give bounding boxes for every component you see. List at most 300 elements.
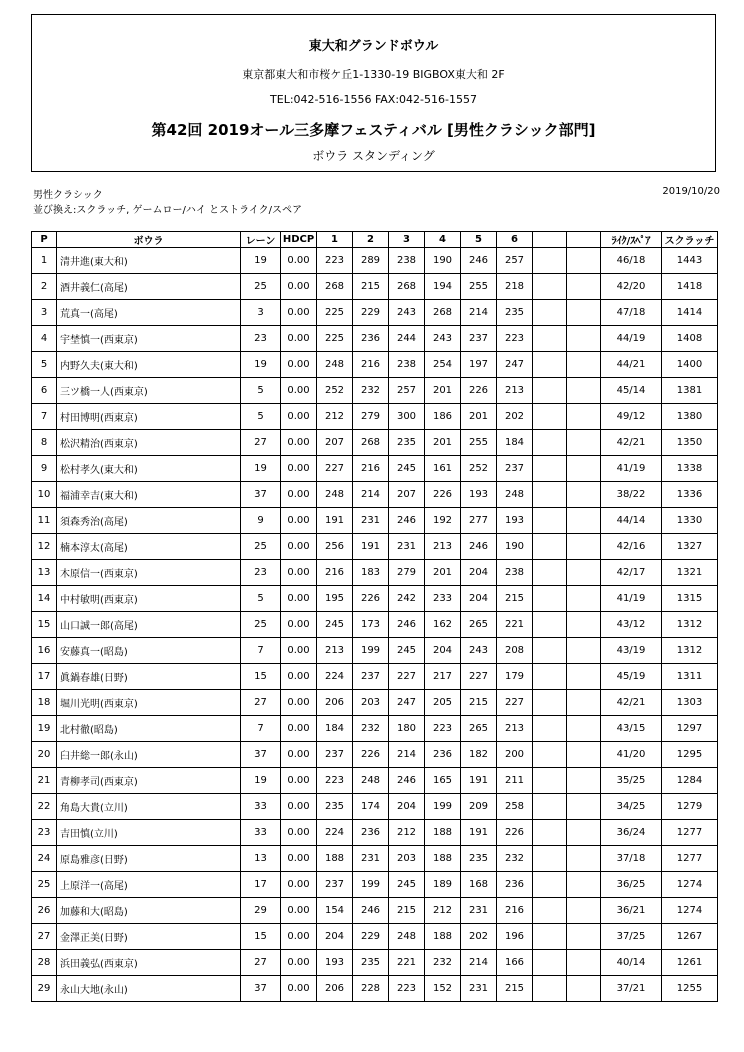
game-6-cell: 184 [497, 430, 533, 456]
hdcp-cell: 0.00 [281, 352, 317, 378]
report-date: 2019/10/20 [662, 186, 720, 197]
lane-cell: 5 [241, 404, 281, 430]
hdcp-cell: 0.00 [281, 898, 317, 924]
blank-cell [533, 326, 567, 352]
game-2-cell: 228 [353, 976, 389, 1002]
division-label: 男性クラシック [33, 190, 103, 201]
hdcp-cell: 0.00 [281, 586, 317, 612]
game-1-cell: 223 [317, 768, 353, 794]
hdcp-cell: 0.00 [281, 950, 317, 976]
strike-spare-cell: 42/21 [601, 690, 662, 716]
game-1-cell: 248 [317, 352, 353, 378]
game-6-cell: 190 [497, 534, 533, 560]
game-2-cell: 289 [353, 248, 389, 274]
game-3-cell: 246 [389, 612, 425, 638]
game-2-cell: 232 [353, 716, 389, 742]
scratch-total-cell: 1336 [662, 482, 718, 508]
strike-spare-cell: 41/20 [601, 742, 662, 768]
game-1-cell: 245 [317, 612, 353, 638]
lane-cell: 17 [241, 872, 281, 898]
game-1-cell: 184 [317, 716, 353, 742]
game-5-cell: 255 [461, 430, 497, 456]
rank-cell: 11 [32, 508, 57, 534]
game-3-cell: 300 [389, 404, 425, 430]
game-3-cell: 180 [389, 716, 425, 742]
blank-cell [533, 846, 567, 872]
game-4-cell: 226 [425, 482, 461, 508]
blank-cell [567, 820, 601, 846]
lane-cell: 29 [241, 898, 281, 924]
game-6-cell: 202 [497, 404, 533, 430]
game-5-cell: 227 [461, 664, 497, 690]
game-1-cell: 237 [317, 872, 353, 898]
game-6-cell: 215 [497, 586, 533, 612]
blank-cell [567, 612, 601, 638]
game-5-cell: 215 [461, 690, 497, 716]
game-3-cell: 245 [389, 638, 425, 664]
rank-cell: 8 [32, 430, 57, 456]
table-row [32, 404, 718, 430]
game-6-cell: 215 [497, 976, 533, 1002]
game-3-cell: 227 [389, 664, 425, 690]
blank-cell [567, 872, 601, 898]
lane-cell: 15 [241, 664, 281, 690]
bowler-name-cell: 角島大貴(立川) [57, 794, 241, 820]
scratch-total-cell: 1267 [662, 924, 718, 950]
game-4-cell: 165 [425, 768, 461, 794]
game-1-cell: 206 [317, 690, 353, 716]
hdcp-cell: 0.00 [281, 508, 317, 534]
table-row [32, 846, 718, 872]
table-row [32, 456, 718, 482]
strike-spare-cell: 36/21 [601, 898, 662, 924]
col-header: スクラッチ [662, 232, 718, 248]
game-1-cell: 225 [317, 326, 353, 352]
blank-cell [567, 404, 601, 430]
game-1-cell: 235 [317, 794, 353, 820]
table-row [32, 664, 718, 690]
hdcp-cell: 0.00 [281, 378, 317, 404]
table-row [32, 326, 718, 352]
blank-cell [533, 768, 567, 794]
venue-contact: TEL:042-516-1556 FAX:042-516-1557 [270, 93, 477, 106]
game-2-cell: 199 [353, 638, 389, 664]
game-6-cell: 213 [497, 716, 533, 742]
game-3-cell: 204 [389, 794, 425, 820]
game-2-cell: 236 [353, 820, 389, 846]
lane-cell: 19 [241, 248, 281, 274]
game-2-cell: 229 [353, 300, 389, 326]
rank-cell: 6 [32, 378, 57, 404]
rank-cell: 2 [32, 274, 57, 300]
blank-cell [533, 352, 567, 378]
lane-cell: 23 [241, 560, 281, 586]
blank-cell [567, 716, 601, 742]
game-4-cell: 192 [425, 508, 461, 534]
blank-cell [567, 326, 601, 352]
game-3-cell: 242 [389, 586, 425, 612]
game-4-cell: 194 [425, 274, 461, 300]
bowler-name-cell: 上原洋一(高尾) [57, 872, 241, 898]
rank-cell: 28 [32, 950, 57, 976]
lane-cell: 37 [241, 976, 281, 1002]
blank-cell [533, 898, 567, 924]
game-6-cell: 257 [497, 248, 533, 274]
blank-cell [533, 248, 567, 274]
hdcp-cell: 0.00 [281, 560, 317, 586]
game-5-cell: 231 [461, 898, 497, 924]
bowler-name-cell: 吉田慎(立川) [57, 820, 241, 846]
game-6-cell: 258 [497, 794, 533, 820]
lane-cell: 25 [241, 274, 281, 300]
blank-cell [567, 352, 601, 378]
game-3-cell: 279 [389, 560, 425, 586]
rank-cell: 13 [32, 560, 57, 586]
game-1-cell: 252 [317, 378, 353, 404]
lane-cell: 7 [241, 638, 281, 664]
game-1-cell: 248 [317, 482, 353, 508]
game-4-cell: 199 [425, 794, 461, 820]
game-3-cell: 245 [389, 456, 425, 482]
scratch-total-cell: 1418 [662, 274, 718, 300]
blank-cell [533, 378, 567, 404]
hdcp-cell: 0.00 [281, 794, 317, 820]
game-2-cell: 226 [353, 742, 389, 768]
hdcp-cell: 0.00 [281, 846, 317, 872]
blank-cell [533, 716, 567, 742]
col-header: 3 [389, 232, 425, 248]
bowler-name-cell: 酒井義仁(高尾) [57, 274, 241, 300]
strike-spare-cell: 42/21 [601, 430, 662, 456]
table-row [32, 508, 718, 534]
blank-cell [567, 794, 601, 820]
hdcp-cell: 0.00 [281, 534, 317, 560]
game-2-cell: 183 [353, 560, 389, 586]
table-row [32, 352, 718, 378]
game-6-cell: 213 [497, 378, 533, 404]
strike-spare-cell: 36/24 [601, 820, 662, 846]
venue-name: 東大和グランドボウル [308, 39, 439, 54]
game-3-cell: 214 [389, 742, 425, 768]
game-6-cell: 248 [497, 482, 533, 508]
strike-spare-cell: 42/16 [601, 534, 662, 560]
blank-cell [533, 924, 567, 950]
game-5-cell: 237 [461, 326, 497, 352]
strike-spare-cell: 37/25 [601, 924, 662, 950]
table-row [32, 820, 718, 846]
scratch-total-cell: 1274 [662, 898, 718, 924]
game-1-cell: 188 [317, 846, 353, 872]
table-row [32, 378, 718, 404]
game-1-cell: 154 [317, 898, 353, 924]
game-6-cell: 193 [497, 508, 533, 534]
strike-spare-cell: 46/18 [601, 248, 662, 274]
lane-cell: 27 [241, 430, 281, 456]
scratch-total-cell: 1338 [662, 456, 718, 482]
game-6-cell: 226 [497, 820, 533, 846]
game-2-cell: 231 [353, 508, 389, 534]
lane-cell: 27 [241, 690, 281, 716]
table-row [32, 560, 718, 586]
lane-cell: 9 [241, 508, 281, 534]
rank-cell: 18 [32, 690, 57, 716]
bowler-name-cell: 青柳孝司(西東京) [57, 768, 241, 794]
game-5-cell: 197 [461, 352, 497, 378]
game-2-cell: 174 [353, 794, 389, 820]
game-6-cell: 179 [497, 664, 533, 690]
table-header-row [32, 232, 718, 248]
table-row [32, 794, 718, 820]
blank-cell [567, 430, 601, 456]
blank-cell [567, 534, 601, 560]
game-1-cell: 212 [317, 404, 353, 430]
game-5-cell: 204 [461, 560, 497, 586]
scratch-total-cell: 1381 [662, 378, 718, 404]
game-4-cell: 243 [425, 326, 461, 352]
blank-cell [567, 690, 601, 716]
scratch-total-cell: 1255 [662, 976, 718, 1002]
rank-cell: 20 [32, 742, 57, 768]
game-5-cell: 255 [461, 274, 497, 300]
game-3-cell: 246 [389, 768, 425, 794]
lane-cell: 25 [241, 612, 281, 638]
strike-spare-cell: 45/19 [601, 664, 662, 690]
rank-cell: 25 [32, 872, 57, 898]
game-2-cell: 173 [353, 612, 389, 638]
lane-cell: 33 [241, 794, 281, 820]
scratch-total-cell: 1284 [662, 768, 718, 794]
scratch-total-cell: 1279 [662, 794, 718, 820]
game-2-cell: 226 [353, 586, 389, 612]
game-4-cell: 186 [425, 404, 461, 430]
game-5-cell: 191 [461, 768, 497, 794]
page-subtitle: ボウラ スタンディング [312, 149, 435, 163]
game-5-cell: 193 [461, 482, 497, 508]
game-3-cell: 235 [389, 430, 425, 456]
blank-cell [567, 248, 601, 274]
strike-spare-cell: 37/21 [601, 976, 662, 1002]
blank-cell [533, 690, 567, 716]
col-header: 2 [353, 232, 389, 248]
game-3-cell: 231 [389, 534, 425, 560]
table-row [32, 430, 718, 456]
game-1-cell: 224 [317, 820, 353, 846]
blank-cell [567, 482, 601, 508]
rank-cell: 16 [32, 638, 57, 664]
rank-cell: 17 [32, 664, 57, 690]
game-2-cell: 214 [353, 482, 389, 508]
game-6-cell: 237 [497, 456, 533, 482]
hdcp-cell: 0.00 [281, 872, 317, 898]
table-row [32, 586, 718, 612]
game-6-cell: 208 [497, 638, 533, 664]
rank-cell: 4 [32, 326, 57, 352]
blank-cell [533, 586, 567, 612]
table-row [32, 612, 718, 638]
scratch-total-cell: 1295 [662, 742, 718, 768]
game-1-cell: 227 [317, 456, 353, 482]
rank-cell: 27 [32, 924, 57, 950]
bowler-name-cell: 松沢精治(西東京) [57, 430, 241, 456]
scratch-total-cell: 1315 [662, 586, 718, 612]
game-1-cell: 193 [317, 950, 353, 976]
strike-spare-cell: 44/14 [601, 508, 662, 534]
bowler-name-cell: 山口誠一郎(高尾) [57, 612, 241, 638]
scratch-total-cell: 1330 [662, 508, 718, 534]
lane-cell: 15 [241, 924, 281, 950]
game-3-cell: 238 [389, 352, 425, 378]
scratch-total-cell: 1311 [662, 664, 718, 690]
rank-cell: 26 [32, 898, 57, 924]
blank-cell [533, 664, 567, 690]
blank-cell [567, 768, 601, 794]
lane-cell: 25 [241, 534, 281, 560]
bowler-name-cell: 金澤正美(日野) [57, 924, 241, 950]
rank-cell: 9 [32, 456, 57, 482]
game-2-cell: 215 [353, 274, 389, 300]
scratch-total-cell: 1277 [662, 820, 718, 846]
game-4-cell: 254 [425, 352, 461, 378]
bowler-name-cell: 松村孝久(東大和) [57, 456, 241, 482]
bowler-name-cell: 清井進(東大和) [57, 248, 241, 274]
col-header [533, 232, 567, 248]
game-3-cell: 245 [389, 872, 425, 898]
game-6-cell: 238 [497, 560, 533, 586]
game-6-cell: 232 [497, 846, 533, 872]
strike-spare-cell: 36/25 [601, 872, 662, 898]
game-5-cell: 226 [461, 378, 497, 404]
bowler-name-cell: 中村敏明(西東京) [57, 586, 241, 612]
game-2-cell: 268 [353, 430, 389, 456]
game-3-cell: 223 [389, 976, 425, 1002]
strike-spare-cell: 49/12 [601, 404, 662, 430]
hdcp-cell: 0.00 [281, 300, 317, 326]
game-1-cell: 223 [317, 248, 353, 274]
bowler-name-cell: 堀川光明(西東京) [57, 690, 241, 716]
table-row [32, 898, 718, 924]
blank-cell [533, 560, 567, 586]
game-3-cell: 257 [389, 378, 425, 404]
col-header: 6 [497, 232, 533, 248]
bowler-name-cell: 原島雅彦(日野) [57, 846, 241, 872]
col-header: ﾗｲｸ/ｽﾍﾟｱ [601, 232, 662, 248]
bowler-name-cell: 村田博明(西東京) [57, 404, 241, 430]
table-row [32, 716, 718, 742]
game-1-cell: 195 [317, 586, 353, 612]
scratch-total-cell: 1261 [662, 950, 718, 976]
strike-spare-cell: 44/21 [601, 352, 662, 378]
game-3-cell: 243 [389, 300, 425, 326]
bowler-name-cell: 楠本淳太(高尾) [57, 534, 241, 560]
blank-cell [567, 950, 601, 976]
game-4-cell: 188 [425, 846, 461, 872]
table-row [32, 248, 718, 274]
hdcp-cell: 0.00 [281, 768, 317, 794]
lane-cell: 7 [241, 716, 281, 742]
col-header: P [32, 232, 57, 248]
hdcp-cell: 0.00 [281, 820, 317, 846]
lane-cell: 37 [241, 742, 281, 768]
game-3-cell: 244 [389, 326, 425, 352]
game-4-cell: 212 [425, 898, 461, 924]
game-1-cell: 206 [317, 976, 353, 1002]
scratch-total-cell: 1312 [662, 638, 718, 664]
strike-spare-cell: 41/19 [601, 456, 662, 482]
game-5-cell: 202 [461, 924, 497, 950]
table-row [32, 690, 718, 716]
game-6-cell: 166 [497, 950, 533, 976]
scratch-total-cell: 1400 [662, 352, 718, 378]
game-2-cell: 231 [353, 846, 389, 872]
blank-cell [567, 586, 601, 612]
game-3-cell: 212 [389, 820, 425, 846]
game-6-cell: 221 [497, 612, 533, 638]
rank-cell: 15 [32, 612, 57, 638]
hdcp-cell: 0.00 [281, 924, 317, 950]
strike-spare-cell: 43/19 [601, 638, 662, 664]
game-4-cell: 190 [425, 248, 461, 274]
scratch-total-cell: 1303 [662, 690, 718, 716]
strike-spare-cell: 38/22 [601, 482, 662, 508]
bowler-name-cell: 須森秀治(高尾) [57, 508, 241, 534]
bowler-name-cell: 北村徹(昭島) [57, 716, 241, 742]
game-2-cell: 199 [353, 872, 389, 898]
bowler-name-cell: 浜田義弘(西東京) [57, 950, 241, 976]
lane-cell: 37 [241, 482, 281, 508]
col-header [567, 232, 601, 248]
hdcp-cell: 0.00 [281, 482, 317, 508]
game-1-cell: 225 [317, 300, 353, 326]
col-header: 1 [317, 232, 353, 248]
game-4-cell: 161 [425, 456, 461, 482]
rank-cell: 12 [32, 534, 57, 560]
col-header: 4 [425, 232, 461, 248]
game-5-cell: 214 [461, 950, 497, 976]
game-6-cell: 196 [497, 924, 533, 950]
col-header: HDCP [281, 232, 317, 248]
game-1-cell: 204 [317, 924, 353, 950]
game-4-cell: 232 [425, 950, 461, 976]
strike-spare-cell: 35/25 [601, 768, 662, 794]
blank-cell [533, 456, 567, 482]
game-6-cell: 235 [497, 300, 533, 326]
game-5-cell: 231 [461, 976, 497, 1002]
game-4-cell: 213 [425, 534, 461, 560]
bowler-name-cell: 安藤真一(昭島) [57, 638, 241, 664]
game-5-cell: 209 [461, 794, 497, 820]
game-5-cell: 246 [461, 248, 497, 274]
strike-spare-cell: 45/14 [601, 378, 662, 404]
hdcp-cell: 0.00 [281, 456, 317, 482]
sort-label: 並び換え:スクラッチ, ゲームロー/ハイ とストライク/スペア [33, 205, 302, 216]
game-6-cell: 247 [497, 352, 533, 378]
rank-cell: 14 [32, 586, 57, 612]
rank-cell: 5 [32, 352, 57, 378]
game-2-cell: 191 [353, 534, 389, 560]
strike-spare-cell: 41/19 [601, 586, 662, 612]
game-4-cell: 188 [425, 820, 461, 846]
game-5-cell: 243 [461, 638, 497, 664]
game-5-cell: 252 [461, 456, 497, 482]
blank-cell [533, 742, 567, 768]
game-3-cell: 215 [389, 898, 425, 924]
bowler-name-cell: 眞鍋春雄(日野) [57, 664, 241, 690]
blank-cell [567, 378, 601, 404]
page-title: 第42回 2019オール三多摩フェスティバル [男性クラシック部門] [151, 121, 596, 139]
game-4-cell: 204 [425, 638, 461, 664]
strike-spare-cell: 42/17 [601, 560, 662, 586]
strike-spare-cell: 34/25 [601, 794, 662, 820]
